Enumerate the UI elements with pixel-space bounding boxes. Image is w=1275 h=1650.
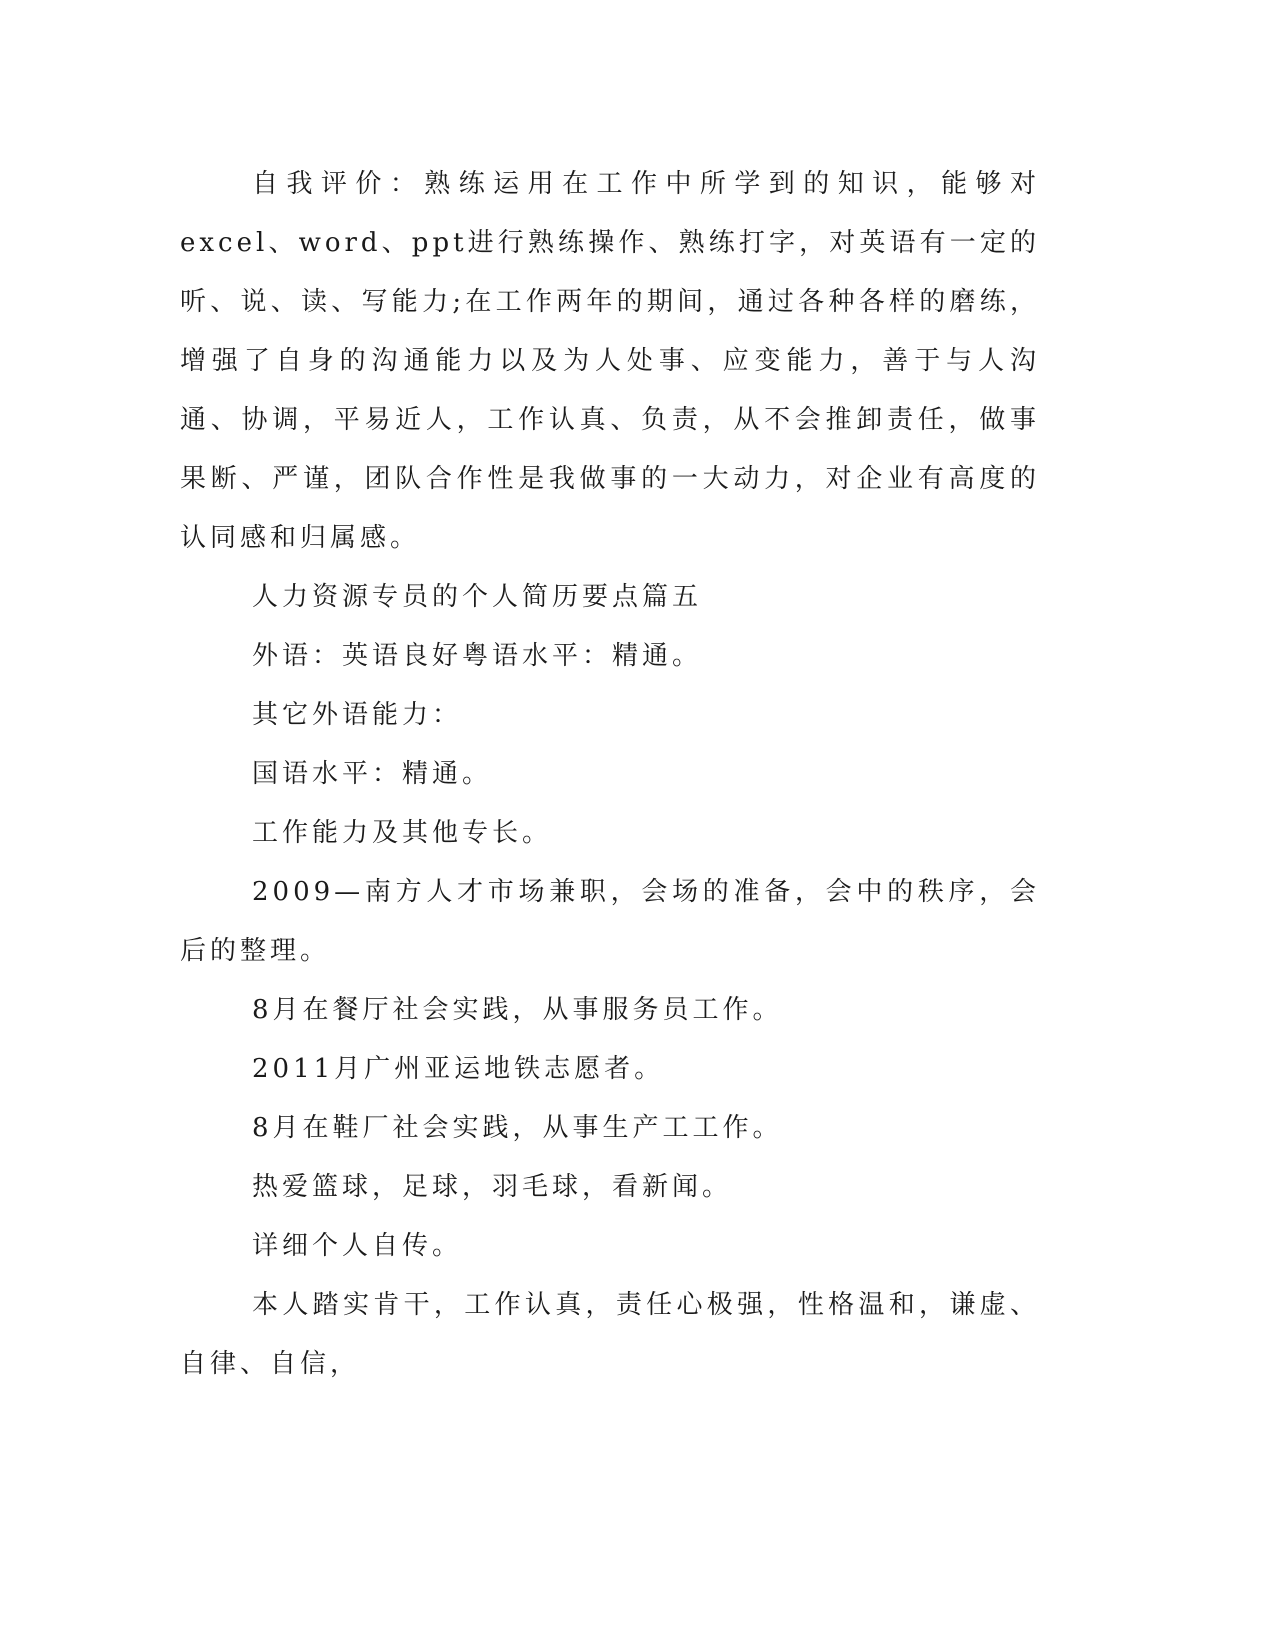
paragraph-self-evaluation: 自我评价：熟练运用在工作中所学到的知识，能够对excel、word、ppt进行熟练操作、熟练打字，对英语有一定的听、说、读、写能力;在工作两年的期间，通过各种各样的磨练，增强了自身的沟通能力以及为人处事、应变能力，善于与人沟通、协调，平易近人，工作认真、负责，从不会推卸责任，做事果断、严谨，团队合作性是我做事的一大动力，对企业有高度的认同感和归属感。 (180, 169, 1040, 553)
paragraph-autobiography: 本人踏实肯干，工作认真，责任心极强，性格温和，谦虚、自律、自信， (180, 1290, 1040, 1379)
paragraph-experience-shoe-factory: 8月在鞋厂社会实践，从事生产工工作。 (252, 1113, 783, 1143)
paragraph-skills-heading: 工作能力及其他专长。 (252, 818, 553, 848)
paragraph-experience-2009: 2009—南方人才市场兼职，会场的准备，会中的秩序，会后的整理。 (180, 877, 1040, 966)
section-heading: 人力资源专员的个人简历要点篇五 (252, 582, 703, 612)
paragraph-experience-2011: 2011月广州亚运地铁志愿者。 (252, 1054, 665, 1084)
paragraph-mandarin-level: 国语水平：精通。 (252, 759, 493, 789)
document-body (180, 155, 1040, 1394)
paragraph-hobbies: 热爱篮球，足球，羽毛球，看新闻。 (252, 1172, 733, 1202)
paragraph-foreign-language: 外语：英语良好粤语水平：精通。 (252, 641, 703, 671)
paragraph-experience-restaurant: 8月在餐厅社会实践，从事服务员工作。 (252, 995, 783, 1025)
paragraph-other-languages: 其它外语能力： (252, 700, 463, 730)
paragraph-autobiography-heading: 详细个人自传。 (252, 1231, 463, 1261)
